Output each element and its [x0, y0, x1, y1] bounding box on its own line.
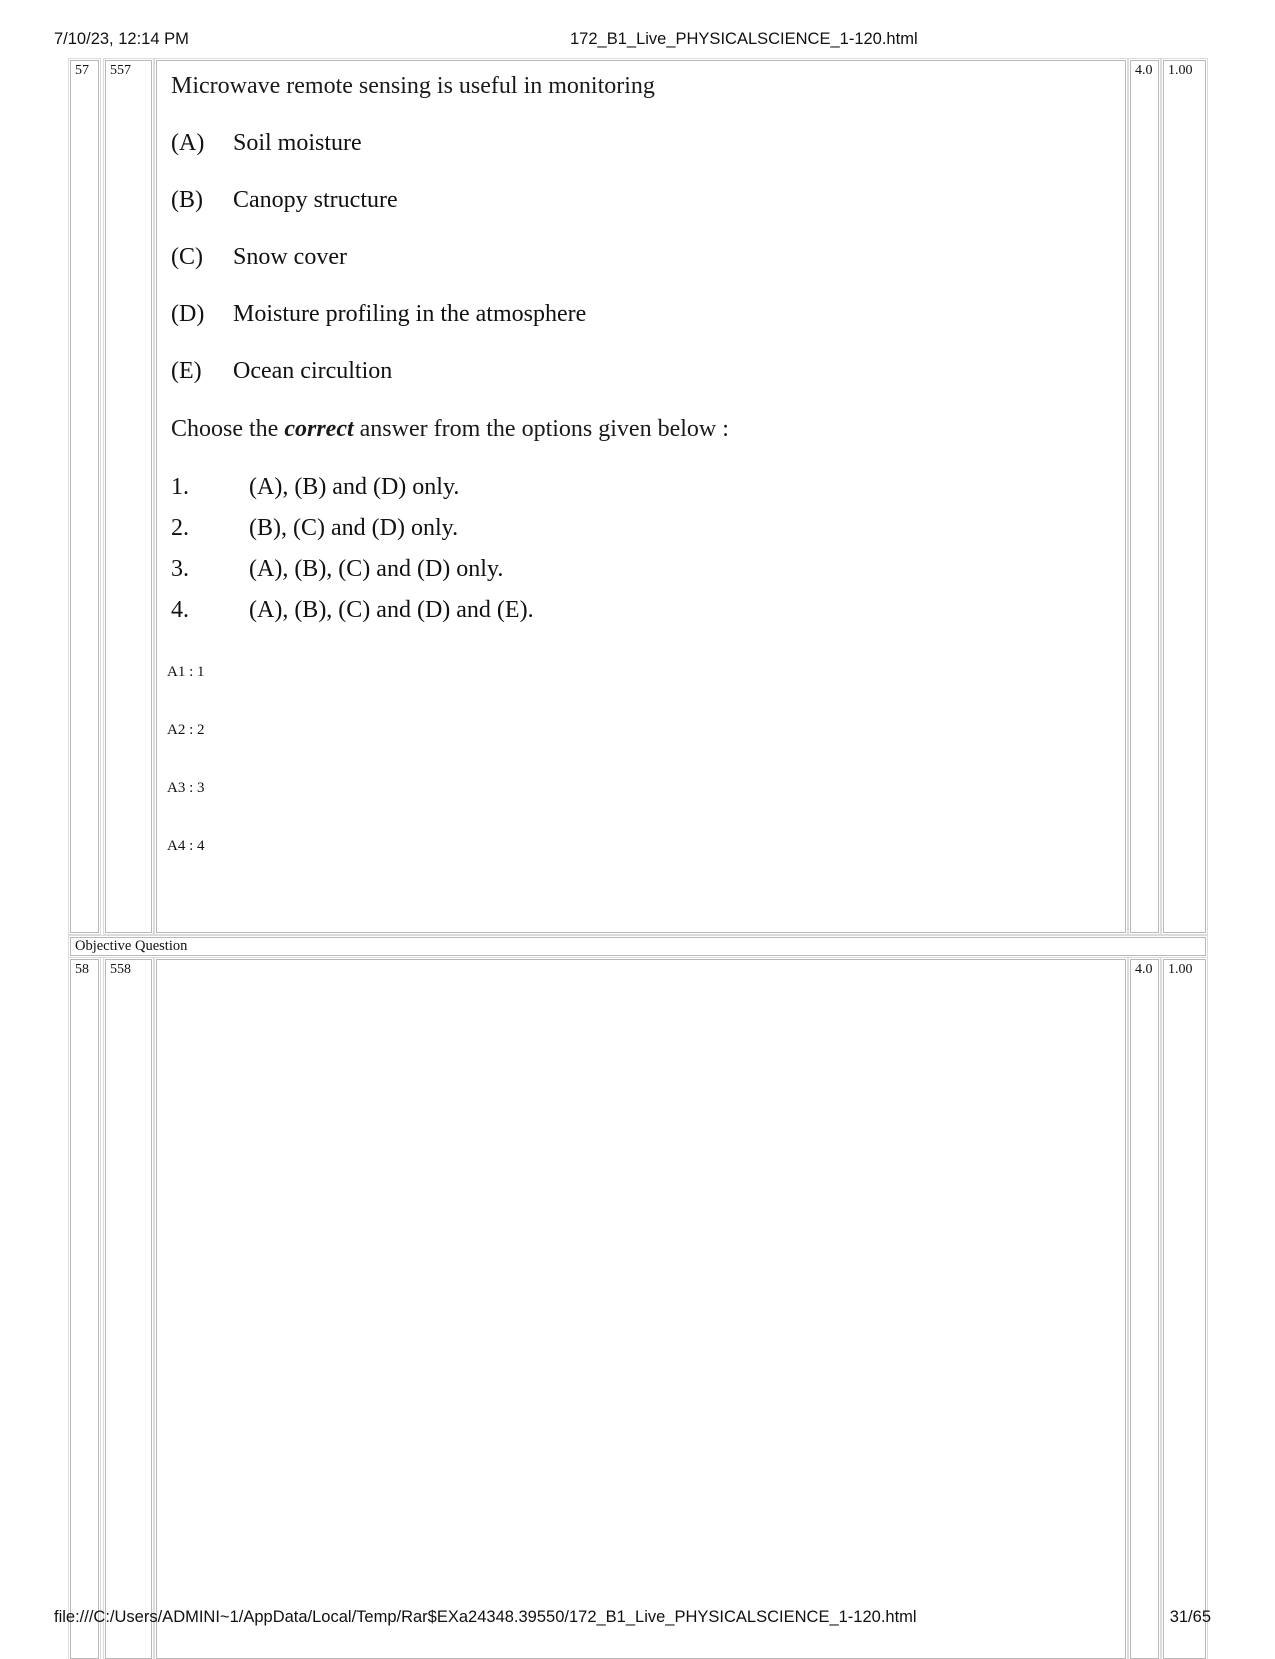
- question-id-cell: [105, 60, 152, 933]
- choose-suffix: answer from the options given below :: [353, 416, 729, 442]
- print-datetime: 7/10/23, 12:14 PM: [54, 30, 189, 48]
- option-label: (C): [171, 244, 203, 270]
- option-label: (D): [171, 301, 205, 327]
- answer-number: 2.: [171, 515, 189, 541]
- answer-key-1: A1 : 1: [167, 664, 205, 680]
- question-id: 558: [110, 962, 131, 977]
- option-text: Moisture profiling in the atmosphere: [233, 301, 587, 327]
- question-type-label: Objective Question: [75, 938, 188, 954]
- question-serial-cell: [70, 959, 99, 1659]
- option-text: Snow cover: [233, 244, 347, 270]
- question-id-cell: [105, 959, 152, 1659]
- document-title: 172_B1_Live_PHYSICALSCIENCE_1-120.html: [570, 30, 918, 48]
- question-body-cell: [156, 60, 1126, 933]
- option-text: Canopy structure: [233, 187, 398, 213]
- marks-value: 4.0: [1135, 962, 1153, 977]
- answer-text: (A), (B), (C) and (D) and (E).: [249, 597, 534, 623]
- answer-text: (B), (C) and (D) only.: [249, 515, 459, 541]
- choose-instruction: [171, 416, 729, 443]
- negative-marks-value: 1.00: [1168, 63, 1193, 78]
- question-type-row: [70, 937, 1206, 956]
- marks-cell: [1130, 959, 1159, 1659]
- negative-marks-value: 1.00: [1168, 962, 1193, 977]
- answer-text: (A), (B), (C) and (D) only.: [249, 556, 504, 582]
- option-label: (A): [171, 130, 205, 156]
- question-stem: Microwave remote sensing is useful in monitoring: [171, 73, 655, 99]
- choose-emphasis: correct: [284, 416, 354, 442]
- choose-prefix: Choose the: [171, 416, 285, 442]
- option-label: (E): [171, 358, 202, 384]
- negative-marks-cell: [1163, 959, 1206, 1659]
- question-serial-cell: [70, 60, 99, 933]
- option-text: Soil moisture: [233, 130, 362, 156]
- question-id: 557: [110, 63, 131, 78]
- answer-key-3: A3 : 3: [167, 780, 205, 796]
- page-indicator: 31/65: [1169, 1608, 1211, 1626]
- answer-number: 3.: [171, 556, 189, 582]
- option-text: Ocean circultion: [233, 358, 393, 384]
- question-serial: 58: [75, 962, 89, 977]
- question-body-cell: [156, 959, 1126, 1659]
- answer-text: (A), (B) and (D) only.: [249, 474, 460, 500]
- answer-key-4: A4 : 4: [167, 838, 205, 854]
- question-serial: 57: [75, 63, 89, 78]
- marks-cell: [1130, 60, 1159, 933]
- answer-number: 4.: [171, 597, 189, 623]
- file-url: file:///C:/Users/ADMINI~1/AppData/Local/Temp/Rar$EXa24348.39550/172_B1_Live_PHYSICALSCIENCE_1-120.html: [54, 1608, 917, 1626]
- answer-number: 1.: [171, 474, 189, 500]
- option-label: (B): [171, 187, 203, 213]
- marks-value: 4.0: [1135, 63, 1153, 78]
- negative-marks-cell: [1163, 60, 1206, 933]
- answer-key-2: A2 : 2: [167, 722, 205, 738]
